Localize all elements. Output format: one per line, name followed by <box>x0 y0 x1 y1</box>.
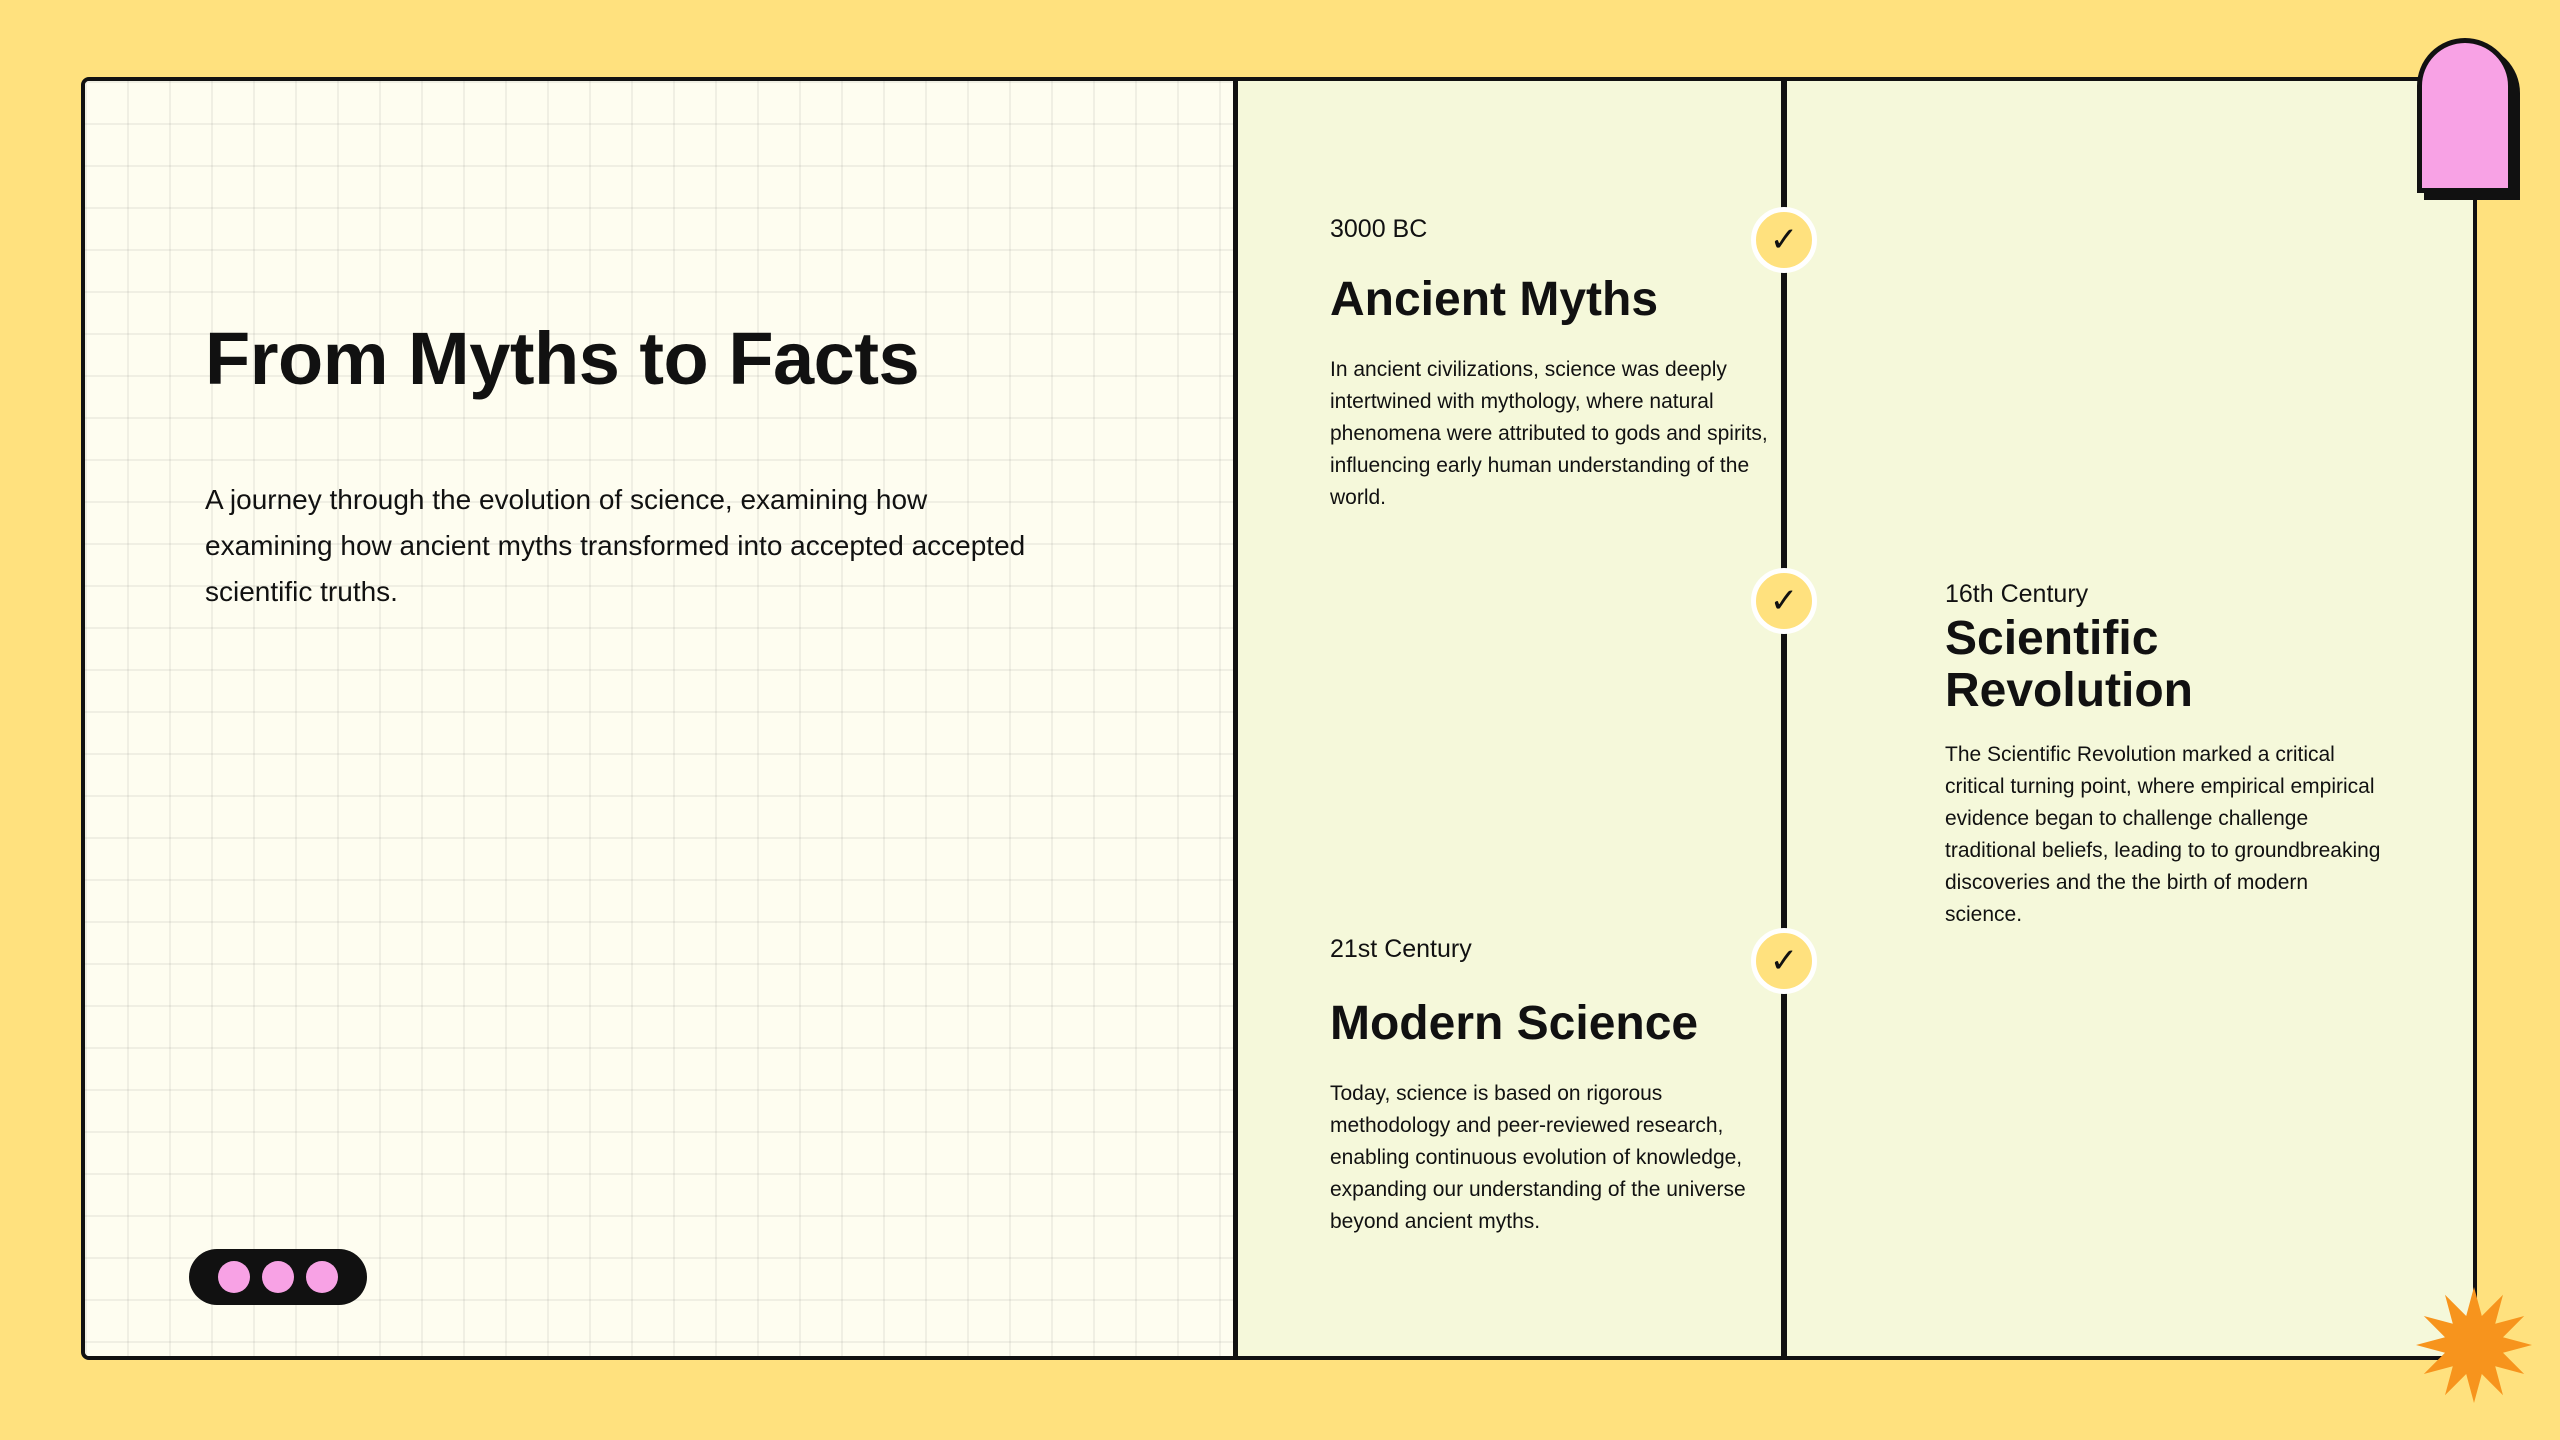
timeline-item-modern-science <box>1330 935 1770 1238</box>
page-title: From Myths to Facts <box>205 317 920 400</box>
timeline-description: Today, science is based on rigorous methodology and peer-reviewed research, enabling continuous evolution of knowledge, expanding our understanding of the universe beyond ancient myths. <box>1330 1082 1746 1233</box>
timeline-date: 16th Century <box>1945 580 2089 608</box>
timeline-item-ancient-myths <box>1330 215 1770 514</box>
timeline-title: Ancient Myths <box>1330 273 1659 326</box>
left-panel <box>85 81 1233 1356</box>
starburst-icon <box>2412 1283 2536 1407</box>
pink-dot <box>262 1261 294 1293</box>
pink-dot <box>218 1261 250 1293</box>
timeline-date: 3000 BC <box>1330 215 1428 243</box>
timeline-item-scientific-revolution <box>1945 580 2385 931</box>
dots-pill-icon <box>189 1249 367 1305</box>
timeline-date: 21st Century <box>1330 935 1472 963</box>
timeline-title: Scientific Revolution <box>1945 612 2193 717</box>
timeline-title: Modern Science <box>1330 997 1699 1050</box>
pink-dot <box>306 1261 338 1293</box>
check-icon: ✓ <box>1751 928 1817 994</box>
timeline-description: The Scientific Revolution marked a critical critical turning point, where empirical empirical evidence began to challenge challenge traditional beliefs, leading to to groundbreaking discoveries and the the birth of modern science. <box>1945 743 2381 926</box>
timeline-description: In ancient civilizations, science was deeply intertwined with mythology, where natural phenomena were attributed to gods and spirits, influencing early human understanding of the world. <box>1330 358 1768 509</box>
tab-shape-decoration <box>2417 38 2513 193</box>
intro-text: A journey through the evolution of science, examining how examining how ancient myths transformed into accepted accepted scientific truths. <box>205 484 1026 607</box>
check-icon: ✓ <box>1751 568 1817 634</box>
check-icon: ✓ <box>1751 207 1817 273</box>
